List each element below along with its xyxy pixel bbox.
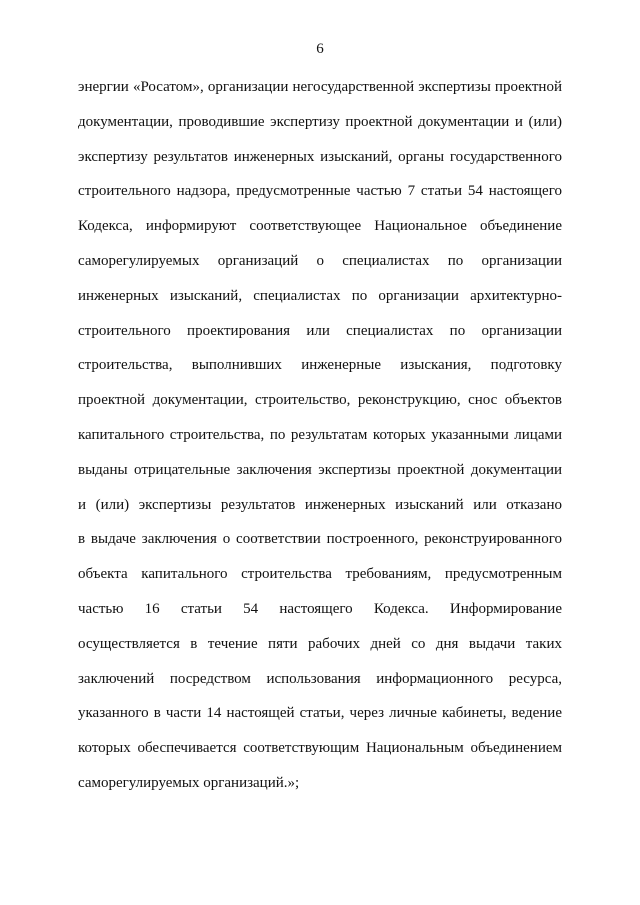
paragraph-line: указанного в части 14 настоящей статьи, через личные кабинеты, ведение	[78, 705, 562, 722]
paragraph-line: объекта капитального строительства требованиям, предусмотренным	[78, 566, 562, 583]
paragraph-line: заключений посредством использования информационного ресурса,	[78, 670, 562, 687]
paragraph-line: строительства, выполнивших инженерные изыскания, подготовку	[78, 357, 562, 374]
paragraph-line: строительного проектирования или специалистах по организации	[78, 322, 562, 339]
paragraph-line: осуществляется в течение пяти рабочих дней со дня выдачи таких	[78, 635, 562, 652]
paragraph-line: которых обеспечивается соответствующим Национальным объединением	[78, 740, 562, 757]
document-paragraph	[78, 76, 562, 807]
paragraph-line: энергии «Росатом», организации негосударственной экспертизы проектной	[78, 79, 562, 95]
paragraph-line: экспертизу результатов инженерных изысканий, органы государственного	[78, 148, 562, 165]
paragraph-line: саморегулируемых организаций о специалистах по организации	[78, 252, 562, 269]
paragraph-line: документации, проводившие экспертизу проектной документации и (или)	[78, 113, 562, 130]
paragraph-line: саморегулируемых организаций.»;	[78, 774, 300, 791]
paragraph-line: проектной документации, строительство, реконструкцию, снос объектов	[78, 392, 562, 409]
paragraph-line: строительного надзора, предусмотренные частью 7 статьи 54 настоящего	[78, 183, 562, 200]
page-number: 6	[316, 41, 324, 57]
paragraph-line: Кодекса, информируют соответствующее Национальное объединение	[78, 218, 562, 235]
paragraph-line: инженерных изысканий, специалистах по организации архитектурно-	[78, 287, 562, 304]
paragraph-line: и (или) экспертизы результатов инженерных изысканий или отказано	[78, 496, 562, 513]
paragraph-line: частью 16 статьи 54 настоящего Кодекса. Информирование	[78, 600, 562, 617]
paragraph-line: выданы отрицательные заключения экспертизы проектной документации	[78, 461, 562, 478]
paragraph-line: капитального строительства, по результатам которых указанными лицами	[78, 426, 562, 443]
paragraph-line: в выдаче заключения о соответствии построенного, реконструированного	[78, 531, 562, 548]
